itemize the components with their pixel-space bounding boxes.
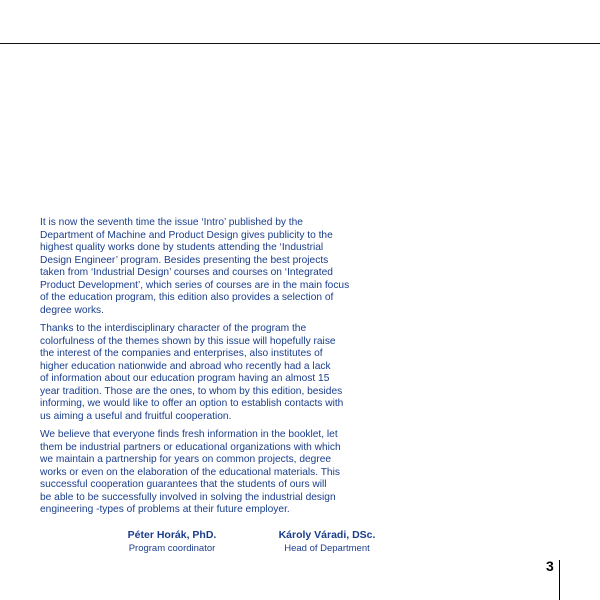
signature-name: Károly Váradi, DSc. bbox=[278, 529, 376, 541]
signature-role: Program coordinator bbox=[128, 543, 216, 554]
signature-program-coordinator bbox=[112, 528, 232, 555]
paragraph-1: It is now the seventh time the issue ‘Intro’ published by the Department of Machine and Product Design gives publicity to the highest quality works done by students attending the ‘Industrial Design Engineer’ program. Besides presenting the best projects taken from ‘Industrial Design’ courses and courses on ‘Integrated Product Development’, which series of courses are in the main focus of the education program, this edition also provides a selection of degree works. bbox=[40, 217, 350, 316]
signature-head-of-department bbox=[264, 528, 390, 555]
signature-role: Head of Department bbox=[284, 543, 370, 554]
page-number-divider bbox=[559, 560, 560, 600]
page-number: 3 bbox=[546, 558, 554, 574]
intro-text bbox=[40, 217, 385, 523]
paragraph-2: Thanks to the interdisciplinary character of the program the colorfulness of the themes shown by this issue will hopefully raise the interest of the companies and enterprises, also institutes of higher education nationwide and abroad who recently had a lack of information about our education program having an almost 15 year tradition. Those are the ones, to whom by this edition, besides informing, we would like to offer an option to establish contacts with us aiming a useful and fruitful cooperation. bbox=[40, 323, 344, 422]
top-divider bbox=[0, 43, 600, 44]
paragraph-3: We believe that everyone finds fresh information in the booklet, let them be industrial partners or educational organizations with which we maintain a partnership for years on common projects, degree works or even on the elaboration of the educational materials. This successful cooperation guarantees that the students of ours will be able to be successfully involved in solving the industrial design engineering -types of problems at their future employer. bbox=[40, 429, 341, 515]
signature-name: Péter Horák, PhD. bbox=[127, 529, 217, 541]
